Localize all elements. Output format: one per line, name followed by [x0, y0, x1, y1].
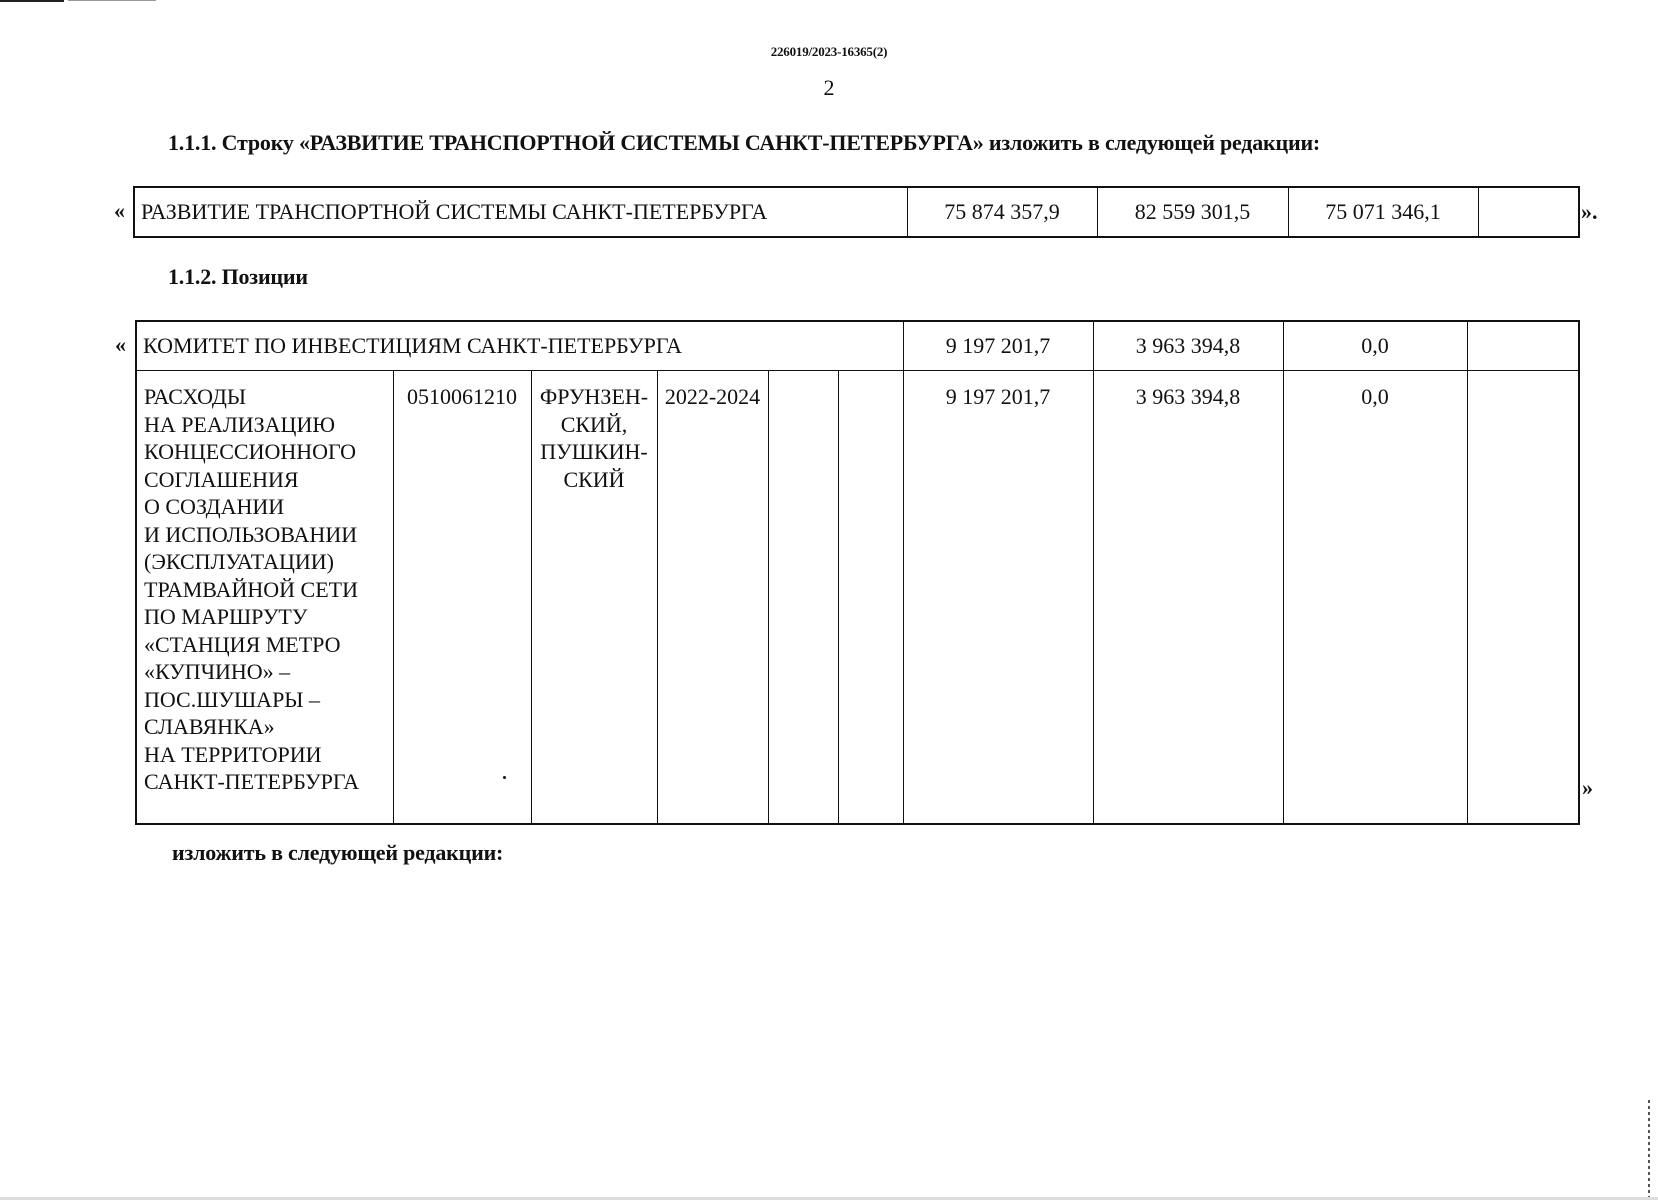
expense-name-line: СОГЛАШЕНИЯ [144, 466, 299, 492]
district-line: СКИЙ [563, 466, 625, 492]
districts [531, 371, 657, 825]
empty-cell [768, 371, 838, 825]
row-name: РАЗВИТИЕ ТРАНСПОРТНОЙ СИСТЕМЫ САНКТ-ПЕТЕРБУРГА [134, 187, 907, 237]
open-quote: « [115, 332, 126, 357]
expense-name-line: НА ТЕРРИТОРИИ [144, 741, 322, 767]
expense-name-line: КОНЦЕССИОННОГО [144, 439, 357, 464]
expense-name [136, 371, 393, 825]
district-line: СКИЙ, [560, 411, 628, 437]
amount-cell: 75 874 357,9 [907, 187, 1097, 237]
table-row [136, 371, 1579, 825]
expense-name-line: СЛАВЯНКА» [144, 714, 275, 739]
expense-name-line: ТРАМВАЙНОЙ СЕТИ [144, 576, 358, 602]
amount-cell: 82 559 301,5 [1097, 187, 1288, 237]
period: 2022-2024 [657, 371, 768, 825]
scan-edge-mark [1648, 1100, 1650, 1200]
empty-cell [838, 371, 903, 825]
document-id: 226019/2023-16365(2) [770, 44, 888, 59]
expense-name-line: «СТАНЦИЯ МЕТРО [144, 631, 341, 657]
close-quote: » [1582, 775, 1593, 800]
page-number: 2 [823, 75, 835, 100]
open-quote: « [114, 198, 125, 223]
amount-cell: 0,0 [1283, 371, 1467, 825]
expense-name-line: (ЭКСПЛУАТАЦИИ) [144, 549, 335, 574]
expense-name-line: НА РЕАЛИЗАЦИЮ [144, 411, 335, 437]
target-article-code: 0510061210 [393, 371, 531, 825]
committee-name: КОМИТЕТ ПО ИНВЕСТИЦИЯМ САНКТ-ПЕТЕРБУРГА [136, 321, 903, 371]
district-line: ПУШКИН- [540, 439, 648, 464]
scan-edge-mark [68, 0, 156, 1]
amount-cell [1467, 321, 1579, 371]
expense-name-line: ПОС.ШУШАРЫ – [144, 686, 320, 712]
table-row [136, 321, 1579, 371]
section-2-heading: 1.1.2. Позиции [168, 264, 308, 289]
section-1-heading: 1.1.1. Строку «РАЗВИТИЕ ТРАНСПОРТНОЙ СИСТЕМЫ САНКТ-ПЕТЕРБУРГА» изложить в следующей редакции: [168, 130, 1321, 155]
scan-edge-mark [0, 0, 64, 2]
district-line: ФРУНЗЕН- [539, 384, 649, 409]
expense-name-line: САНКТ-ПЕТЕРБУРГА [144, 769, 360, 794]
transport-system-table [133, 186, 1580, 238]
table-row [134, 187, 1579, 237]
positions-table [135, 320, 1580, 825]
expense-name-line: И ИСПОЛЬЗОВАНИИ [144, 521, 358, 547]
amount-cell: 9 197 201,7 [903, 321, 1093, 371]
expense-name-line: О СОЗДАНИИ [144, 494, 285, 519]
scan-dot [503, 776, 506, 779]
amount-cell: 75 071 346,1 [1288, 187, 1478, 237]
amount-cell: 3 963 394,8 [1093, 371, 1283, 825]
amount-cell [1467, 371, 1579, 825]
amount-cell: 9 197 201,7 [903, 371, 1093, 825]
expense-name-line: ПО МАРШРУТУ [144, 604, 308, 629]
footer-text: изложить в следующей редакции: [172, 840, 504, 865]
close-quote: ». [1581, 199, 1598, 224]
amount-cell: 3 963 394,8 [1093, 321, 1283, 371]
expense-name-line: «КУПЧИНО» – [144, 659, 291, 684]
amount-cell: 0,0 [1283, 321, 1467, 371]
expense-name-line: РАСХОДЫ [144, 384, 247, 409]
amount-cell [1478, 187, 1579, 237]
